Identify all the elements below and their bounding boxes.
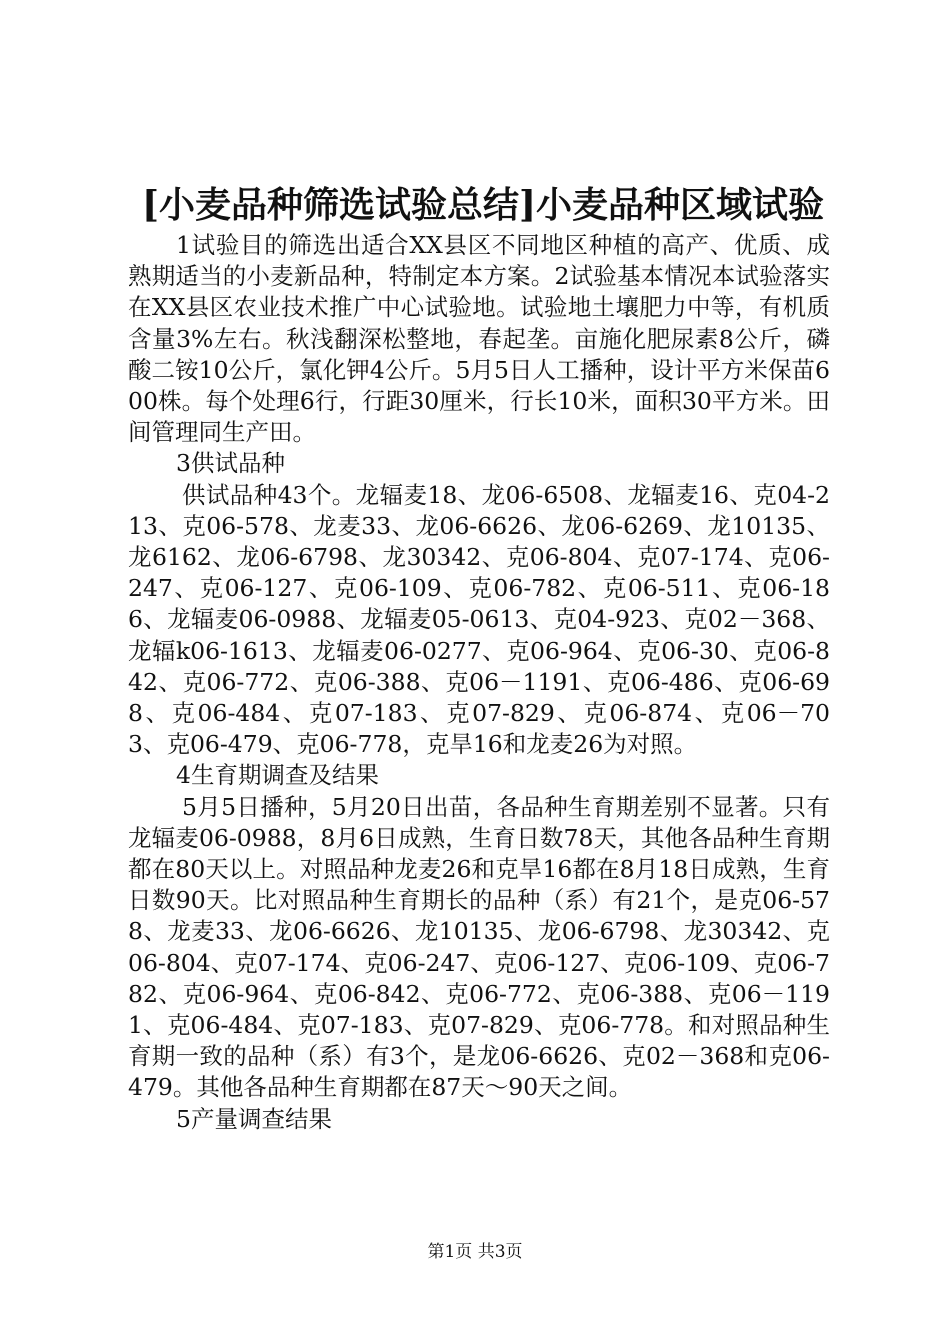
paragraph-growth-period-results: 5月5日播种，5月20日出苗，各品种生育期差别不显著。只有龙辐麦06-0988，8月6日成熟，生育日数78天，其他各品种生育期都在80天以上。对照品种龙麦26和克旱16都在8月18日成熟，生育日数90天。比对照品种生育期长的品种（系）有21个，是克06-578、龙麦33、龙06-6626、龙10135、龙06-6798、龙30342、克06-804、克07-174、克06-247、克06-127、克06-109、克06-782、克06-964、克06-842、克06-772、克06-388、克06－1191、克06-484、克07-183、克07-829、克06-778。和对照品种生育期一致的品种（系）有3个，是龙06-6626、克02－368和克06-479。其他各品种生育期都在87天～90天之间。 [128, 792, 830, 1102]
section-heading-yield: 5产量调查结果 [176, 1104, 332, 1133]
paragraph-purpose-and-conditions: 1试验目的筛选出适合XX县区不同地区种植的高产、优质、成熟期适当的小麦新品种，特制定本方案。2试验基本情况本试验落实在XX县区农业技术推广中心试验地。试验地土壤肥力中等，有机质含量3%左右。秋浅翻深松整地，春起垄。亩施化肥尿素8公斤，磷酸二铵10公斤，氯化钾4公斤。5月5日人工播种，设计平方米保苗600株。每个处理6行，行距30厘米，行长10米，面积30平方米。田间管理同生产田。 [128, 231, 830, 447]
document-page [128, 180, 830, 1135]
section-heading-varieties: 3供试品种 [176, 449, 285, 478]
section-heading-growth-period: 4生育期调查及结果 [176, 761, 379, 790]
document-title: [小麦品种筛选试验总结]小麦品种区域试验 [141, 184, 825, 226]
paragraph-variety-list: 供试品种43个。龙辐麦18、龙06-6508、龙辐麦16、克04-213、克06-578、龙麦33、龙06-6626、龙06-6269、龙10135、龙6162、龙06-6798、龙30342、克06-804、克07-174、克06-247、克06-127、克06-109、克06-782、克06-511、克06-186、龙辐麦06-0988、龙辐麦05-0613、克04-923、克02－368、龙辐k06-1613、龙辐麦06-0277、克06-964、克06-30、克06-842、克06-772、克06-388、克06－1191、克06-486、克06-698、克06-484、克07-183、克07-829、克06-874、克06－703、克06-479、克06-778，克旱16和龙麦26为对照。 [128, 480, 830, 759]
page-footer: 第1页 共3页 [427, 1242, 523, 1262]
